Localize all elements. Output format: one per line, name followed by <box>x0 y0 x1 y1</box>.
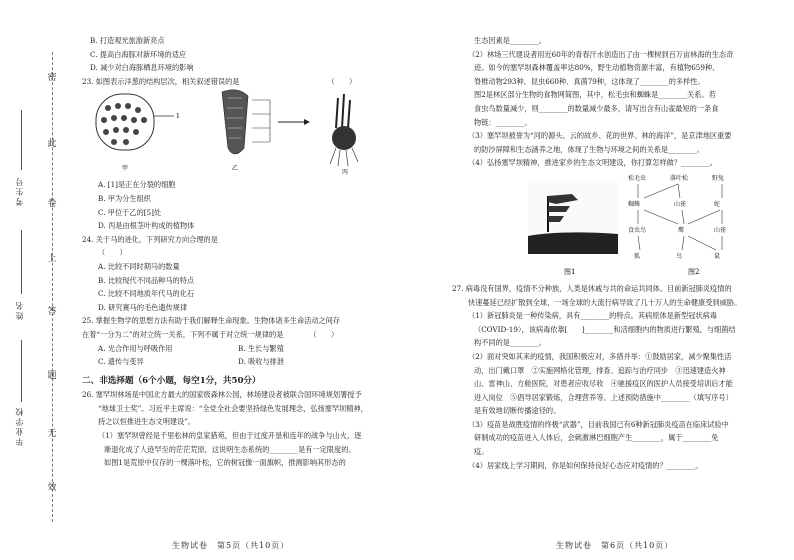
fig2-caption: 图2 <box>688 267 700 276</box>
question-24: 24. 关于马的进化，下列研究方向合理的是 <box>82 234 218 244</box>
question-27-1-cont: （COVID-19），该病毒依靠[ ]________和活细胞内的物质进行繁殖，与细菌结 <box>474 324 736 334</box>
question-26-cont: “地球卫士奖”。习近平主席说：“全党全社会要坚持绿色发展理念，弘扬塞罕坝精神， <box>98 403 368 413</box>
option-d: D. 丙是由根茎叶构成的植物体 <box>98 221 195 231</box>
side-char: 密 <box>47 73 57 83</box>
fig1-caption: 图1 <box>564 267 576 276</box>
option-b: B. 比较现代不同品种马的特点 <box>98 275 195 285</box>
question-27: 27. 病毒没有国界，疫情不分种族，人类是休戚与共的命运共同体。目前新冠肺炎疫情的 <box>452 283 732 293</box>
question-26-3: （3）塞罕坝被誉为“河的源头、云的故乡、花的世界、林的海洋”，是京津地区重要 <box>468 131 732 141</box>
student-id-line <box>21 110 22 170</box>
node-larch: 落叶松 <box>670 174 689 182</box>
question-25-cont: 在着“一分为二”的对立统一关系，下列不属于对立统一规律的是 （ ） <box>82 329 339 339</box>
question-25: 25. 掌握生物学的思想方法有助于我们解释生命现象。生物体诸多生命活动之间存 <box>82 316 341 326</box>
question-26-2-cont: 食虫鸟数量减少，则________的数量减少最多，请写出含有山雀最短的一条食 <box>474 103 719 113</box>
side-char: 题 <box>47 371 57 381</box>
side-char: 效 <box>47 483 57 493</box>
question-27-1: （1）新冠肺炎是一种传染病，具有________的特点。其病原体是新型冠状病毒 <box>468 311 717 321</box>
question-26-1: （1）塞罕坝曾经是千里松林的皇家猎苑，但由于过度开垦和连年的战争与山火，逐 <box>98 431 362 441</box>
student-id-label: 考生号 <box>15 176 24 206</box>
node-spider: 蜘蛛 <box>628 200 641 208</box>
question-26-2: （2）林场三代建设者用近60年的青春汗水创造出了由一棵树到百万亩林海的生态奇 <box>468 49 734 59</box>
label-1: 1 <box>176 113 180 121</box>
side-char: 无 <box>47 429 57 439</box>
node-mouse: 鼠 <box>714 252 721 260</box>
node-snake: 蛇 <box>714 200 721 208</box>
option-c: C. 甲位于乙的[5]处 <box>98 207 162 217</box>
figure-row <box>452 170 782 282</box>
right-column <box>452 36 782 472</box>
label-jia: 甲 <box>122 165 129 173</box>
question-27-2-cont: 是有效地切断传播途径的。 <box>474 406 561 416</box>
onion-structure-figure <box>82 88 382 178</box>
option-line: B. 打造观光旅游新亮点 <box>90 36 165 45</box>
figures-1-2 <box>452 170 782 282</box>
question-26-3-cont: 的防沙屏障和生态涵养之地，体现了生物与环境之间的关系是________。 <box>474 144 705 154</box>
node-pine-caterpillar: 松毛虫 <box>628 174 647 182</box>
question-27-2-cont: 进入岗位 ⑤倡导居家锻炼，合理营养等。上述预防措施中________（填写序号） <box>474 392 733 402</box>
side-char: 此 <box>47 139 57 149</box>
section-title: 二、非选择题（6个小题，每空1分，共50分） <box>82 375 261 386</box>
name-label: 姓名 <box>15 300 24 320</box>
left-column <box>82 36 402 470</box>
node-bird: 鸟 <box>676 252 683 260</box>
school-label: 毕业学校 <box>15 406 24 446</box>
option-line: D. 减少对白海豚栖息环境的影响 <box>90 63 194 73</box>
right-page-footer: 生物试卷 第6页（共10页） <box>556 541 674 550</box>
question-23: 23. 如图表示洋葱的结构层次，相关叙述错误的是 （ ） <box>82 76 357 86</box>
side-char: 卷 <box>47 199 57 209</box>
question-27-1-cont: 构不同的是________。 <box>474 338 546 348</box>
question-27-cont: 快速蔓延已经扩散到全球，一场全球的大流行病导致了几十万人的生命健康受到威胁。 <box>468 297 742 307</box>
option-row: A. 光合作用与呼吸作用 B. 生长与繁殖 <box>98 343 284 353</box>
option-a: A. 比较不同时期马的数量 <box>98 261 180 271</box>
question-26-cont: 持之以恒推进生态文明建设”。 <box>98 417 196 427</box>
question-27-2-cont: 山、雷神山、方舱医院，对患者应收尽收 ④驰援疫区的医护人员接受培训后才能 <box>474 379 733 389</box>
question-27-2: （2）面对突如其来的疫情，我国积极应对，多措并举：①鼓励居家，减少聚集性活 <box>468 351 732 361</box>
school-line <box>21 340 22 402</box>
question-27-2-cont: 动，出门戴口罩 ②实施网格化管理，排查、追踪与治疗同步 ③迅速建造火神 <box>474 365 726 375</box>
label-bing: 丙 <box>342 169 349 177</box>
option-a: A. [1]是正在分裂的细胞 <box>98 180 176 190</box>
question-26-2-cont: 物链：________。 <box>474 117 532 127</box>
left-page-footer: 生物试卷 第5页（共10页） <box>172 541 290 550</box>
question-27-3: （3）疫苗是战胜疫情的终极“武器”，目前我国已有6种新冠肺炎疫苗在临床试验中 <box>468 419 729 429</box>
question-26-1-cont: 如图1是荒原中仅存的一棵落叶松，它的树冠像一面旗帜，推测影响其形态的 <box>104 458 346 468</box>
question-26-2-cont: 脊椎动物293种、昆虫660种、真菌79种，这体现了________的多样性。 <box>474 76 705 86</box>
question-26-2-cont: 迹。如今的塞罕坝森林覆盖率达80%，野生动植物资源丰富，有植物659种、 <box>474 63 720 73</box>
node-tit: 山雀 <box>674 200 687 208</box>
question-26: 26. 塞罕坝林场是中国北方最大的国家级森林公园，林场建设者被联合国环境规划署授予 <box>82 390 362 400</box>
answer-line: 生态因素是________。 <box>474 36 546 45</box>
label-yi: 乙 <box>232 165 239 173</box>
node-insectivorous-bird: 食虫鸟 <box>628 226 647 234</box>
question-26-2-cont: 图2是林区部分生物的食物网简图，其中，松毛虫和蜘蛛是________关系。若 <box>474 90 716 100</box>
figure-onion <box>82 88 402 178</box>
name-line <box>21 230 22 294</box>
side-char: 上 <box>47 254 57 264</box>
node-fox: 狐 <box>634 252 641 260</box>
answer-paren: （ ） <box>98 248 127 258</box>
binding-dashed-line <box>52 52 53 522</box>
node-hawk: 鹰 <box>678 226 685 234</box>
question-27-4: （4）居家线上学习期间，你是如何保持良好心态应对疫情的？________。 <box>468 460 703 470</box>
node-hare: 野兔 <box>712 174 725 182</box>
question-27-3-cont: 疫。 <box>474 447 489 457</box>
node-tit-2: 山雀 <box>714 226 727 234</box>
option-d: D. 研究赛马的毛色遗传规律 <box>98 302 188 312</box>
option-line: C. 提高白海豚对新环境的适应 <box>90 49 187 59</box>
option-b: B. 甲为分生组织 <box>98 193 151 203</box>
option-c: C. 比较不同地质年代马的化石 <box>98 289 195 299</box>
question-27-3-cont: 研制成功的疫苗进入人体后，会刺激淋巴细胞产生________，属于________免 <box>474 433 719 443</box>
question-26-1-cont: 渐退化成了人迹罕至的茫茫荒原，这说明生态系统的________是有一定限度的。 <box>104 444 356 454</box>
question-26-4: （4）弘扬塞罕坝精神，推进家乡的生态文明建设，你打算怎样做？________。 <box>468 158 717 168</box>
option-row: C. 遗传与变异 D. 吸收与排泄 <box>98 357 285 367</box>
side-char: 答 <box>47 307 57 317</box>
